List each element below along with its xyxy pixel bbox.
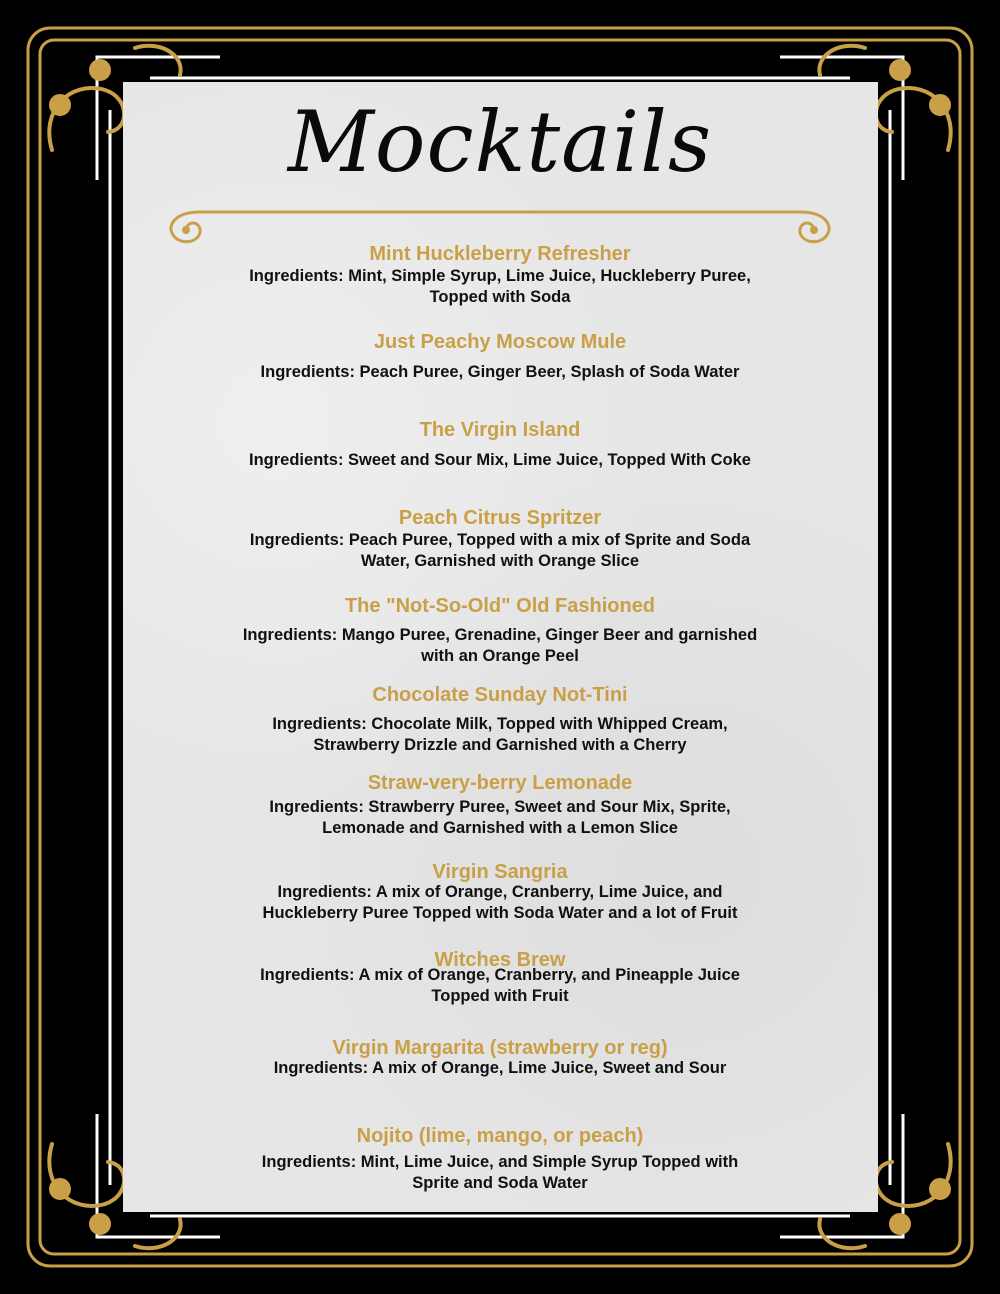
ingredients-line: Ingredients: Strawberry Puree, Sweet and Sour Mix, Sprite, (269, 798, 731, 816)
ingredients-line: Ingredients: Mint, Lime Juice, and Simple Syrup Topped with (261, 1153, 739, 1171)
mocktail-name: Mint Huckleberry Refresher (369, 243, 631, 265)
mocktail-ingredients (180, 965, 820, 1007)
ingredients-line: Sprite and Soda Water (412, 1174, 588, 1192)
mocktail-name: Nojito (lime, mango, or peach) (356, 1125, 644, 1147)
ingredients-line: Water, Garnished with Orange Slice (360, 552, 640, 570)
mocktail-ingredients (180, 362, 820, 383)
ingredients-line: with an Orange Peel (421, 647, 579, 665)
mocktail-ingredients (180, 714, 820, 756)
ingredients-line: Ingredients: Mint, Simple Syrup, Lime Juice, Huckleberry Puree, (249, 267, 751, 285)
ingredients-line: Ingredients: Peach Puree, Ginger Beer, Splash of Soda Water (260, 363, 740, 381)
ingredients-line: Ingredients: A mix of Orange, Lime Juice, Sweet and Sour (273, 1059, 727, 1077)
mocktail-name: Just Peachy Moscow Mule (373, 331, 627, 353)
mocktail-name: Virgin Sangria (432, 861, 568, 883)
mocktail-name: Straw-very-berry Lemonade (367, 772, 633, 794)
ingredients-line: Ingredients: Peach Puree, Topped with a mix of Sprite and Soda (249, 531, 751, 549)
mocktail-ingredients (180, 1058, 820, 1079)
mocktail-ingredients (180, 530, 820, 572)
mocktail-ingredients (180, 1152, 820, 1194)
mocktail-ingredients (180, 266, 820, 308)
mocktail-ingredients (180, 450, 820, 471)
ingredients-line: Lemonade and Garnished with a Lemon Slice (322, 819, 678, 837)
page-title: Mocktails (287, 93, 713, 191)
mocktail-name: The "Not-So-Old" Old Fashioned (344, 595, 656, 617)
mocktail-name: Virgin Margarita (strawberry or reg) (332, 1037, 668, 1059)
ingredients-line: Topped with Soda (429, 288, 571, 306)
ingredients-line: Topped with Fruit (431, 987, 569, 1005)
mocktail-ingredients (180, 797, 820, 839)
mocktail-ingredients (180, 882, 820, 924)
ingredients-line: Huckleberry Puree Topped with Soda Water and a lot of Fruit (262, 904, 738, 922)
ingredients-line: Ingredients: A mix of Orange, Cranberry, Lime Juice, and (277, 883, 723, 901)
ingredients-line: Ingredients: Chocolate Milk, Topped with Whipped Cream, (272, 715, 728, 733)
ingredients-line: Ingredients: A mix of Orange, Cranberry, and Pineapple Juice (260, 966, 740, 984)
ingredients-line: Strawberry Drizzle and Garnished with a Cherry (313, 736, 687, 754)
ingredients-line: Ingredients: Mango Puree, Grenadine, Ginger Beer and garnished (242, 626, 758, 644)
mocktail-name: The Virgin Island (419, 419, 581, 441)
mocktail-name: Witches Brew (434, 949, 566, 971)
mocktail-name: Peach Citrus Spritzer (398, 507, 602, 529)
mocktail-ingredients (180, 625, 820, 667)
ingredients-line: Ingredients: Sweet and Sour Mix, Lime Juice, Topped With Coke (249, 451, 751, 469)
mocktail-name: Chocolate Sunday Not-Tini (372, 684, 628, 706)
